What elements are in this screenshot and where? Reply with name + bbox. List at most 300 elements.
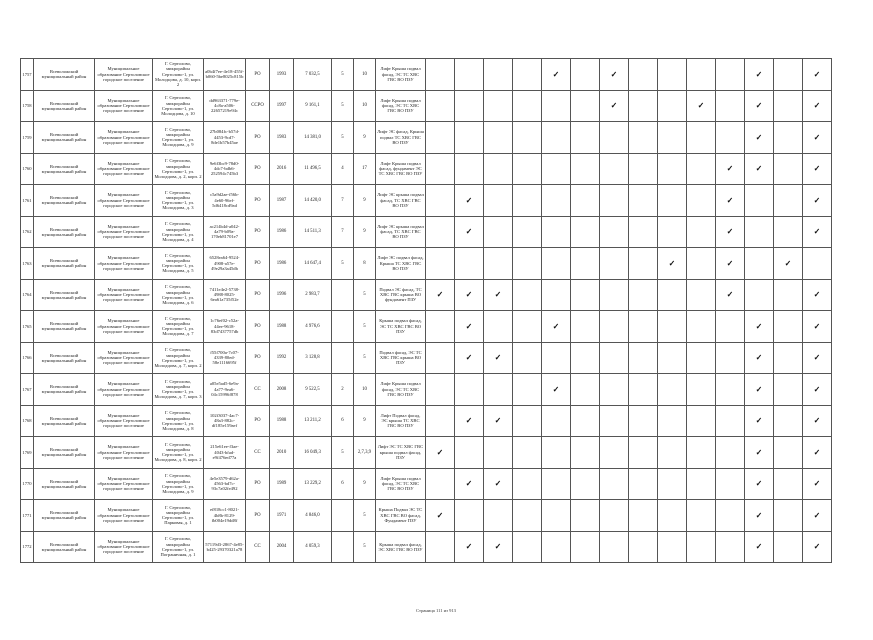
checkmark-icon: ✓ [813,69,821,79]
work-type-check-cell [571,216,600,248]
work-type-check-cell [571,500,600,532]
row-number: 1761 [21,185,34,217]
work-type-check-cell [716,248,745,280]
table-body [21,59,832,563]
work-type-check-cell [513,468,542,500]
work-type-check-cell [426,468,455,500]
work-type-check-cell [600,342,629,374]
district-cell: Всеволожский муниципальный район [34,153,95,185]
work-type-check-cell [658,153,687,185]
work-type-check-cell [745,311,774,343]
work-type-check-cell [600,216,629,248]
checkmark-icon: ✓ [813,164,821,174]
work-type-check-cell [629,468,658,500]
work-type-check-cell [426,153,455,185]
work-type-check-cell [687,185,716,217]
entrances-cell: 9 [354,122,376,154]
works-cell: Лифт Крыша подвал фасад, фундамент ЭС ТС ХВС ГВС ВО ПЗУ [376,153,426,185]
checkmark-icon: ✓ [755,164,763,174]
checkmark-icon: ✓ [755,416,763,426]
work-type-check-cell [455,248,484,280]
work-type-check-cell [716,59,745,91]
method-cell: СС [246,374,270,406]
work-type-check-cell [513,216,542,248]
work-type-check-cell [513,248,542,280]
work-type-check-cell [745,153,774,185]
row-number: 1758 [21,90,34,122]
row-number: 1765 [21,311,34,343]
floors-cell: 5 [332,122,354,154]
fias-code-cell: a05e5ad5-6e9a-4a77-9ea6-04c15996f878 [204,374,246,406]
municipality-cell: Муниципальное образование Сертоловское городское поселение [95,374,153,406]
area-cell: 4 846,0 [294,500,332,532]
year-cell: 1986 [270,248,294,280]
area-cell: 3 128,8 [294,342,332,374]
municipality-cell: Муниципальное образование Сертоловское городское поселение [95,531,153,563]
checkmark-icon: ✓ [813,510,821,520]
checkmark-icon: ✓ [494,416,502,426]
checkmark-icon: ✓ [465,479,473,489]
checkmark-icon: ✓ [436,510,444,520]
work-type-check-cell [716,468,745,500]
work-type-check-cell [484,437,513,469]
work-type-check-cell [571,59,600,91]
method-cell: РО [246,153,270,185]
fias-code-cell: 4e5e3579-d62a-4563-bd7c-93c7a02fe492 [204,468,246,500]
work-type-check-cell [658,122,687,154]
table-row [21,122,832,154]
work-type-check-cell [803,405,832,437]
checkmark-icon: ✓ [755,132,763,142]
area-cell: 14 511,3 [294,216,332,248]
area-cell: 4 976,6 [294,311,332,343]
checkmark-icon: ✓ [465,227,473,237]
work-type-check-cell [658,531,687,563]
work-type-check-cell [426,405,455,437]
work-type-check-cell [687,500,716,532]
checkmark-icon: ✓ [755,542,763,552]
work-type-check-cell [687,468,716,500]
work-type-check-cell [600,405,629,437]
entrances-cell: 10 [354,59,376,91]
floors-cell: 7 [332,216,354,248]
work-type-check-cell [629,216,658,248]
work-type-check-cell [745,374,774,406]
works-cell: Лифт Крыша подвал фасад, ЭС ТС ХВС ГВС ВО ПЗУ [376,468,426,500]
work-type-check-cell [571,153,600,185]
method-cell: СС [246,531,270,563]
municipality-cell: Муниципальное образование Сертоловское городское поселение [95,248,153,280]
work-type-check-cell [513,311,542,343]
work-type-check-cell [542,468,571,500]
work-type-check-cell [426,374,455,406]
checkmark-icon: ✓ [813,195,821,205]
checkmark-icon: ✓ [813,227,821,237]
floors-cell: 6 [332,468,354,500]
district-cell: Всеволожский муниципальный район [34,185,95,217]
works-cell: Подвал фасад, ЭС ТС ХВС ГВС крыша ВО ПЗУ [376,342,426,374]
work-type-check-cell [658,342,687,374]
fias-code-cell: 7411e4e2-5738-4988-8025-6ea61a735f52e [204,279,246,311]
work-type-check-cell [513,153,542,185]
checkmark-icon: ✓ [494,542,502,552]
work-type-check-cell [513,342,542,374]
year-cell: 1996 [270,279,294,311]
table-row [21,405,832,437]
work-type-check-cell [600,500,629,532]
work-type-check-cell [687,342,716,374]
work-type-check-cell [658,500,687,532]
work-type-check-cell [600,248,629,280]
checkmark-icon: ✓ [668,258,676,268]
municipality-cell: Муниципальное образование Сертоловское городское поселение [95,216,153,248]
table-row [21,90,832,122]
work-type-check-cell [484,468,513,500]
work-type-check-cell [513,279,542,311]
method-cell: РО [246,500,270,532]
work-type-check-cell [571,437,600,469]
year-cell: 1988 [270,311,294,343]
method-cell: РО [246,216,270,248]
work-type-check-cell [484,122,513,154]
year-cell: 1983 [270,122,294,154]
table-row [21,185,832,217]
address-cell: Г. Сертолово, микрорайон Сертолово-1, ул. Пограничная, д. 1 [153,531,204,563]
work-type-check-cell [484,374,513,406]
work-type-check-cell [803,531,832,563]
row-number: 1762 [21,216,34,248]
row-number: 1767 [21,374,34,406]
checkmark-icon: ✓ [813,416,821,426]
work-type-check-cell [658,90,687,122]
work-type-check-cell [600,153,629,185]
method-cell: РО [246,342,270,374]
table-row [21,374,832,406]
work-type-check-cell [513,122,542,154]
address-cell: Г. Сертолово, микрорайон Сертолово-1, ул. Молодцова, д. 10 [153,90,204,122]
checkmark-icon: ✓ [784,258,792,268]
work-type-check-cell [484,342,513,374]
work-type-check-cell [687,374,716,406]
checkmark-icon: ✓ [755,447,763,457]
work-type-check-cell [455,531,484,563]
work-type-check-cell [426,59,455,91]
work-type-check-cell [426,500,455,532]
checkmark-icon: ✓ [465,416,473,426]
address-cell: Г. Сертолово, микрорайон Сертолово-1, ул. Молодцова, д. 6 [153,279,204,311]
district-cell: Всеволожский муниципальный район [34,216,95,248]
year-cell: 1992 [270,342,294,374]
checkmark-icon: ✓ [726,290,734,300]
year-cell: 1997 [270,90,294,122]
work-type-check-cell [600,437,629,469]
work-type-check-cell [716,405,745,437]
floors-cell [332,342,354,374]
work-type-check-cell [571,405,600,437]
work-type-check-cell [716,311,745,343]
area-cell: 4 059,3 [294,531,332,563]
work-type-check-cell [455,374,484,406]
method-cell: СС [246,437,270,469]
work-type-check-cell [803,437,832,469]
municipality-cell: Муниципальное образование Сертоловское городское поселение [95,153,153,185]
table-row [21,248,832,280]
work-type-check-cell [542,90,571,122]
work-type-check-cell [571,90,600,122]
floors-cell: 7 [332,185,354,217]
fias-code-cell: 57119d3-2867-4e85-b425-29370321a78 [204,531,246,563]
work-type-check-cell [426,90,455,122]
municipality-cell: Муниципальное образование Сертоловское городское поселение [95,311,153,343]
entrances-cell: 5 [354,311,376,343]
floors-cell: 2 [332,374,354,406]
checkmark-icon: ✓ [436,290,444,300]
area-cell: 2 983,7 [294,279,332,311]
checkmark-icon: ✓ [755,384,763,394]
work-type-check-cell [803,342,832,374]
method-cell: РО [246,122,270,154]
work-type-check-cell [803,216,832,248]
work-type-check-cell [455,59,484,91]
work-type-check-cell [774,405,803,437]
municipality-cell: Муниципальное образование Сертоловское городское поселение [95,90,153,122]
work-type-check-cell [571,311,600,343]
work-type-check-cell [484,248,513,280]
checkmark-icon: ✓ [813,353,821,363]
work-type-check-cell [600,374,629,406]
row-number: 1771 [21,500,34,532]
fias-code-cell: 9e6f3bc9-78d0-4dc7-bdb6-252594c745b3 [204,153,246,185]
work-type-check-cell [542,59,571,91]
work-type-check-cell [426,185,455,217]
work-type-check-cell [513,90,542,122]
checkmark-icon: ✓ [813,132,821,142]
checkmark-icon: ✓ [494,290,502,300]
floors-cell [332,279,354,311]
table-row [21,437,832,469]
district-cell: Всеволожский муниципальный район [34,59,95,91]
work-type-check-cell [658,437,687,469]
work-type-check-cell [774,248,803,280]
year-cell: 2008 [270,374,294,406]
work-type-check-cell [513,185,542,217]
district-cell: Всеволожский муниципальный район [34,374,95,406]
area-cell: 16 049,3 [294,437,332,469]
address-cell: Г. Сертолово, микрорайон Сертолово-1, ул. Молодцова, д. 10, корп. 2 [153,59,204,91]
work-type-check-cell [658,374,687,406]
fias-code-cell: ac214b4d-a042-4a79-b09a-170eb81701e7 [204,216,246,248]
work-type-check-cell [571,374,600,406]
work-type-check-cell [455,185,484,217]
checkmark-icon: ✓ [494,353,502,363]
area-cell: 14 420,0 [294,185,332,217]
work-type-check-cell [629,500,658,532]
checkmark-icon: ✓ [552,384,560,394]
work-type-check-cell [484,405,513,437]
entrances-cell: 5 [354,500,376,532]
method-cell: РО [246,405,270,437]
work-type-check-cell [716,342,745,374]
works-cell: Лифт ЭС ТС ХВС ГВС крыша подвал фасад, ПЗУ [376,437,426,469]
table-row [21,216,832,248]
municipality-cell: Муниципальное образование Сертоловское городское поселение [95,405,153,437]
address-cell: Г. Сертолово, микрорайон Сертолово-1, ул. Молодцова, д. 4 [153,216,204,248]
work-type-check-cell [542,500,571,532]
work-type-check-cell [745,185,774,217]
work-type-check-cell [600,90,629,122]
address-cell: Г. Сертолово, микрорайон Сертолово-1, ул. Молодцова, д. 8 [153,405,204,437]
address-cell: Г. Сертолово, микрорайон Сертолово-1, ул. Молодцова, д. 7, корп. 3 [153,374,204,406]
checkmark-icon: ✓ [813,384,821,394]
checkmark-icon: ✓ [465,321,473,331]
work-type-check-cell [774,185,803,217]
work-type-check-cell [542,437,571,469]
work-type-check-cell [774,531,803,563]
work-type-check-cell [455,437,484,469]
work-type-check-cell [542,185,571,217]
work-type-check-cell [774,59,803,91]
year-cell: 1993 [270,59,294,91]
address-cell: Г. Сертолово, микрорайон Сертолово-1, ул. Молодцова, д. 9 [153,468,204,500]
work-type-check-cell [571,185,600,217]
work-type-check-cell [455,216,484,248]
year-cell: 1989 [270,468,294,500]
work-type-check-cell [716,531,745,563]
district-cell: Всеволожский муниципальный район [34,279,95,311]
row-number: 1768 [21,405,34,437]
work-type-check-cell [600,311,629,343]
work-type-check-cell [716,279,745,311]
municipality-cell: Муниципальное образование Сертоловское городское поселение [95,342,153,374]
checkmark-icon: ✓ [813,101,821,111]
year-cell: 2004 [270,531,294,563]
table-row [21,59,832,91]
work-type-check-cell [484,90,513,122]
municipality-cell: Муниципальное образование Сертоловское городское поселение [95,122,153,154]
year-cell: 1971 [270,500,294,532]
work-type-check-cell [716,216,745,248]
work-type-check-cell [629,342,658,374]
work-type-check-cell [542,122,571,154]
checkmark-icon: ✓ [755,353,763,363]
work-type-check-cell [600,185,629,217]
municipality-cell: Муниципальное образование Сертоловское городское поселение [95,468,153,500]
work-type-check-cell [687,59,716,91]
works-cell: Лифт ЭС фасад, Крыша подвал ТС ХВС ГВС ВО ПЗУ [376,122,426,154]
work-type-check-cell [745,437,774,469]
work-type-check-cell [455,153,484,185]
row-number: 1760 [21,153,34,185]
entrances-cell: 9 [354,216,376,248]
entrances-cell: 17 [354,153,376,185]
work-type-check-cell [455,90,484,122]
method-cell: РО [246,248,270,280]
work-type-check-cell [774,122,803,154]
row-number: 1772 [21,531,34,563]
area-cell: 14 381,0 [294,122,332,154]
year-cell: 1988 [270,405,294,437]
checkmark-icon: ✓ [436,447,444,457]
works-cell: Лифт ЭС подвал фасад, Крыша ТС ХВС ГВС ВО ПЗУ [376,248,426,280]
work-type-check-cell [455,342,484,374]
work-type-check-cell [774,437,803,469]
work-type-check-cell [803,374,832,406]
work-type-check-cell [745,342,774,374]
work-type-check-cell [484,59,513,91]
works-cell: Подвал ЭС фасад, ТС ХВС ГВС крыша ВО фундамент ПЗУ [376,279,426,311]
work-type-check-cell [455,405,484,437]
work-type-check-cell [716,90,745,122]
works-cell: Крыша Подвал ЭС ТС ХВС ГВС ВО фасад, Фундамент ПЗУ [376,500,426,532]
row-number: 1757 [21,59,34,91]
floors-cell: 5 [332,90,354,122]
year-cell: 1986 [270,216,294,248]
fias-code-cell: 215e61ee-f3ae-4043-bfad-e9f476ed77a [204,437,246,469]
checkmark-icon: ✓ [465,290,473,300]
method-cell: РО [246,468,270,500]
checkmark-icon: ✓ [726,227,734,237]
work-type-check-cell [426,248,455,280]
work-type-check-cell [542,531,571,563]
year-cell: 2010 [270,437,294,469]
work-type-check-cell [484,279,513,311]
checkmark-icon: ✓ [552,321,560,331]
district-cell: Всеволожский муниципальный район [34,405,95,437]
work-type-check-cell [426,311,455,343]
work-type-check-cell [542,279,571,311]
entrances-cell: 5 [354,342,376,374]
work-type-check-cell [687,153,716,185]
work-type-check-cell [774,153,803,185]
checkmark-icon: ✓ [755,101,763,111]
method-cell: РО [246,311,270,343]
floors-cell: 6 [332,405,354,437]
work-type-check-cell [513,374,542,406]
entrances-cell: 9 [354,468,376,500]
work-type-check-cell [600,531,629,563]
table-row [21,468,832,500]
work-type-check-cell [484,153,513,185]
row-number: 1770 [21,468,34,500]
address-cell: Г. Сертолово, микрорайон Сертолово-1, ул. Парковая, д. 1 [153,500,204,532]
district-cell: Всеволожский муниципальный район [34,248,95,280]
entrances-cell: 5 [354,279,376,311]
entrances-cell: 9 [354,185,376,217]
table-row [21,279,832,311]
work-type-check-cell [803,311,832,343]
area-cell: 14 647,4 [294,248,332,280]
work-type-check-cell [745,500,774,532]
method-cell: РО [246,59,270,91]
floors-cell: 5 [332,437,354,469]
work-type-check-cell [629,437,658,469]
method-cell: РО [246,279,270,311]
work-type-check-cell [803,90,832,122]
works-cell: Лифт ЭС крыша подвал фасад, ТС ХВС ГВС ВО ПЗУ [376,216,426,248]
fias-code-cell: 27b084fc-b57d-4453-9cd7-8de1b57b45ae [204,122,246,154]
work-type-check-cell [658,185,687,217]
area-cell: 13 229,2 [294,468,332,500]
municipality-cell: Муниципальное образование Сертоловское городское поселение [95,59,153,91]
district-cell: Всеволожский муниципальный район [34,342,95,374]
checkmark-icon: ✓ [726,258,734,268]
work-type-check-cell [455,468,484,500]
work-type-check-cell [658,405,687,437]
area-cell: 11 496,5 [294,153,332,185]
work-type-check-cell [658,216,687,248]
work-type-check-cell [455,311,484,343]
area-cell: 9 522,5 [294,374,332,406]
